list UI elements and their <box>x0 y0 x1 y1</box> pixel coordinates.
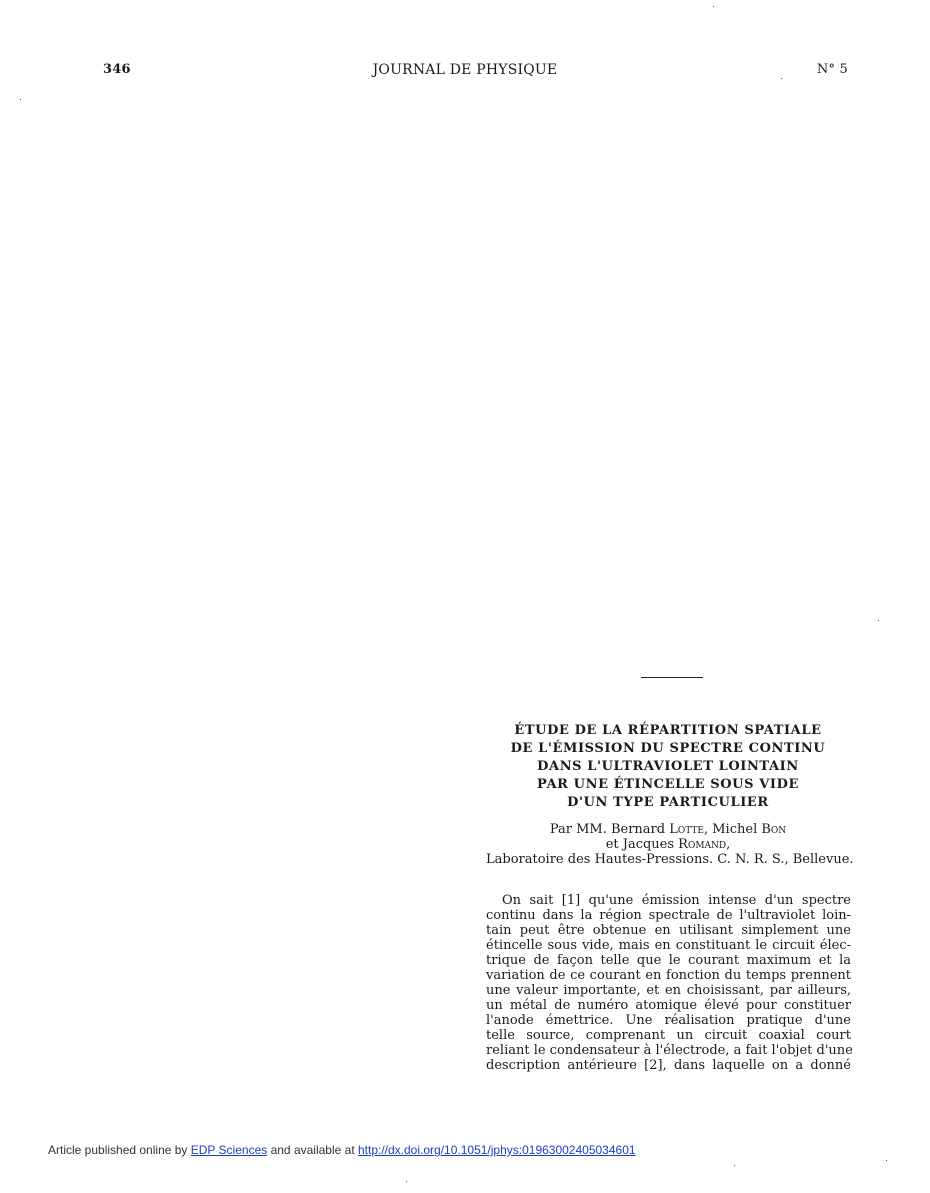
author-line <box>486 822 850 837</box>
author-separator: , Michel <box>703 822 762 837</box>
author-suffix: , <box>726 837 731 852</box>
title-line: DE L'ÉMISSION DU SPECTRE CONTINU <box>510 741 826 756</box>
author-name: Lotte <box>669 822 704 837</box>
body-line: variation de ce courant en fonction du temps prennent <box>486 968 851 983</box>
body-line: telle source, comprenant un circuit coaxial court <box>486 1028 851 1043</box>
body-line: un métal de numéro atomique élevé pour constituer <box>486 998 851 1013</box>
publisher-link[interactable]: EDP Sciences <box>190 1143 268 1157</box>
author-line <box>486 837 850 852</box>
author-block <box>486 822 854 867</box>
body-line: l'anode émettrice. Une réalisation pratique d'une <box>486 1013 851 1028</box>
title-line: ÉTUDE DE LA RÉPARTITION SPATIALE <box>514 723 822 738</box>
title-line: DANS L'ULTRAVIOLET LOINTAIN <box>537 759 799 774</box>
footer-line <box>48 1143 636 1157</box>
body-line: trique de façon telle que le courant maximum et la <box>486 953 851 968</box>
scan-speck <box>878 620 879 621</box>
article-title <box>486 722 850 812</box>
author-prefix: et Jacques <box>605 837 679 852</box>
body-line: continu dans la région spectrale de l'ultraviolet loin- <box>486 908 851 923</box>
footer-text: Article published online by <box>48 1143 191 1157</box>
body-line: étincelle sous vide, mais en constituant le circuit élec- <box>486 938 851 953</box>
scan-speck <box>20 99 21 100</box>
body-line: tain peut être obtenue en utilisant simplement une <box>486 923 851 938</box>
body-line: reliant le condensateur à l'électrode, a fait l'objet d'une <box>486 1043 853 1058</box>
scan-speck <box>406 1181 407 1182</box>
journal-title: JOURNAL DE PHYSIQUE <box>372 62 558 78</box>
title-line: D'UN TYPE PARTICULIER <box>567 795 769 810</box>
affiliation: Laboratoire des Hautes-Pressions. C. N. R. S., Bellevue. <box>486 852 854 867</box>
scan-speck <box>734 1165 735 1166</box>
author-name: Romand <box>678 837 727 852</box>
title-line: PAR UNE ÉTINCELLE SOUS VIDE <box>537 777 799 792</box>
body-line: une valeur importante, et en choisissant, par ailleurs, <box>486 983 851 998</box>
doi-link[interactable]: http://dx.doi.org/10.1051/jphys:01963002405034601 <box>357 1143 636 1157</box>
body-line: description antérieure [2], dans laquelle on a donné <box>486 1058 851 1073</box>
author-name: Bon <box>761 822 787 837</box>
scan-speck <box>713 6 714 7</box>
body-line: On sait [1] qu'une émission intense d'un spectre <box>502 893 851 908</box>
article-body <box>486 893 851 1073</box>
author-prefix: Par MM. Bernard <box>549 822 670 837</box>
separator-rule <box>641 677 703 678</box>
scan-speck <box>886 1160 887 1161</box>
page-number: 346 <box>103 62 131 77</box>
footer-text: and available at <box>267 1143 358 1157</box>
scan-speck <box>781 78 782 79</box>
issue-number: N° 5 <box>816 62 848 77</box>
